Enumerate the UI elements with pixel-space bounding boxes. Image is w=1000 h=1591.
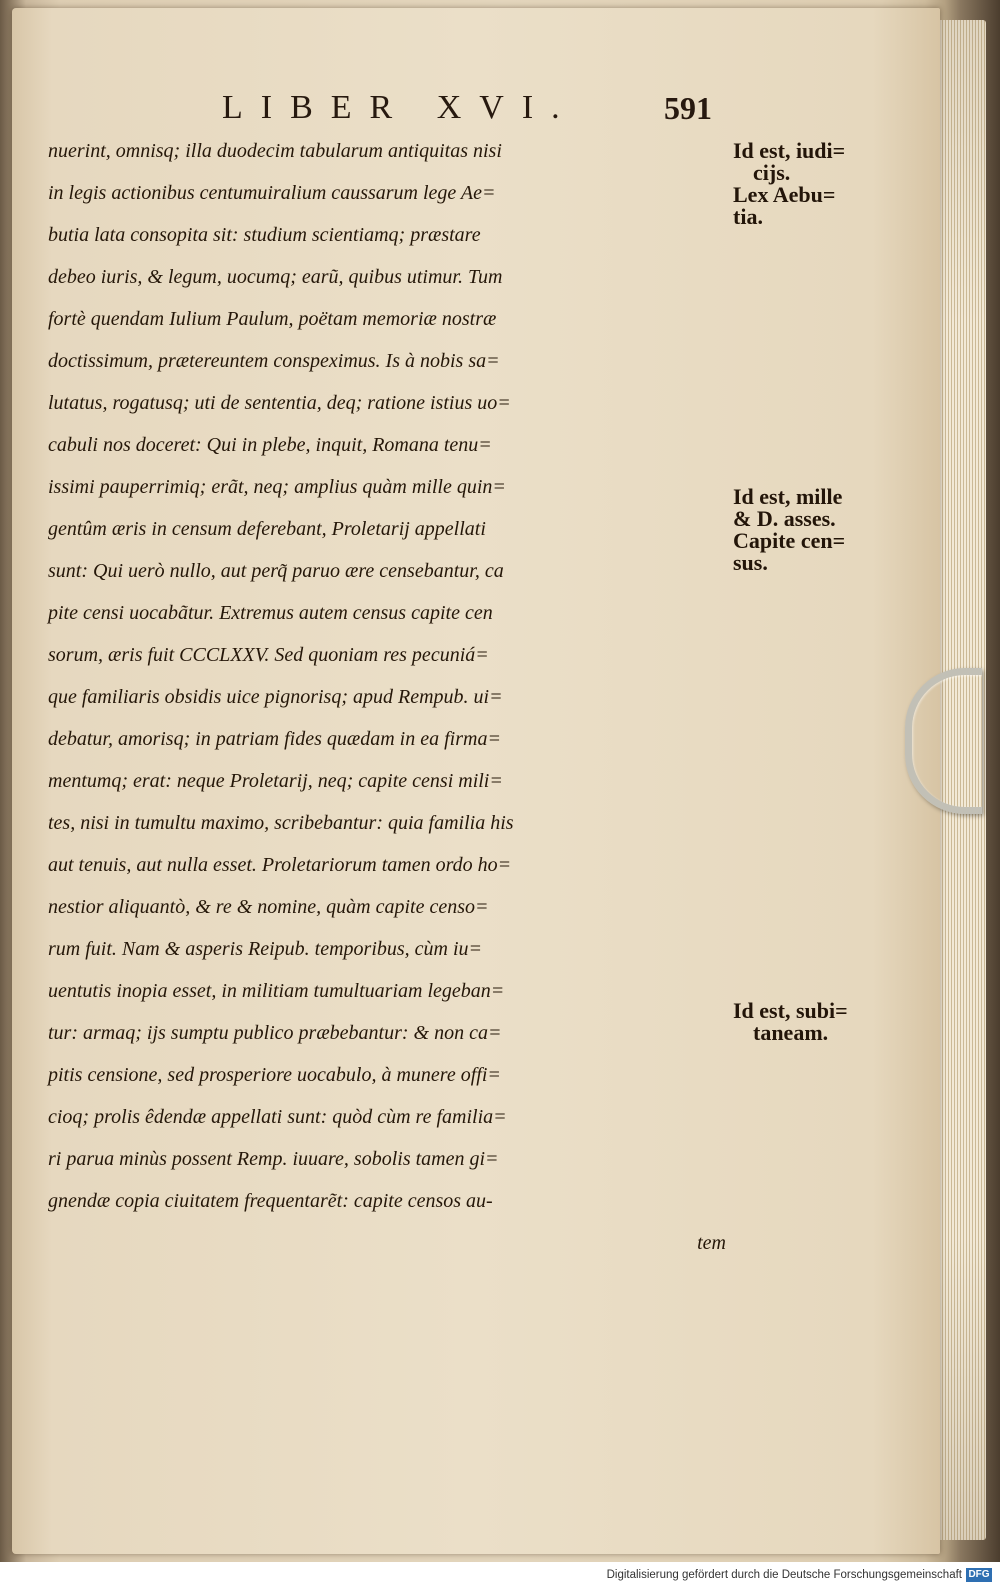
margin-note [733,486,893,574]
body-text [48,130,738,1264]
funding-credit: Digitalisierung gefördert durch die Deutsche Forschungsgemeinschaft [606,1569,962,1581]
text-line: que familiaris obsidis uice pignorisq; apud Rempub. ui= [48,686,503,708]
text-line: aut tenuis, aut nulla esset. Proletariorum tamen ordo ho= [48,854,512,876]
margin-note-line: Capite cen= [733,528,846,553]
margin-note-line: Lex Aebu= [733,182,836,207]
margin-note-line: sus. [733,550,768,575]
margin-note-line: tia. [733,204,763,229]
dfg-logo: DFG [966,1568,992,1582]
page-number: 591 [664,90,712,126]
text-line: gentûm æris in censum deferebant, Proletarij appellati [48,518,486,540]
text-line: nestior aliquantò, & re & nomine, quàm capite censo= [48,896,489,918]
text-line: nuerint, omnisq; illa duodecim tabularum antiquitas nisi [48,140,502,162]
margin-note-line: Id est, iudi= [733,138,846,163]
text-line: butia lata consopita sit: studium scientiamq; præstare [48,224,481,246]
text-line: rum fuit. Nam & asperis Reipub. temporibus, cùm iu= [48,938,483,960]
page-header [222,88,722,128]
text-line: debatur, amorisq; in patriam fides quædam in ea firma= [48,728,501,750]
text-line: pitis censione, sed prosperiore uocabulo, à munere offi= [48,1064,501,1086]
text-line: mentumq; erat: neque Proletarij, neq; capite censi mili= [48,770,503,792]
text-line: sorum, æris fuit CCCLXXV. Sed quoniam res pecuniá= [48,644,489,666]
text-line: doctissimum, prætereuntem conspeximus. Is à nobis sa= [48,350,500,372]
text-line: cabuli nos doceret: Qui in plebe, inquit, Romana tenu= [48,434,492,456]
text-line: in legis actionibus centumuiralium caussarum lege Ae= [48,182,496,204]
text-line: gnendæ copia ciuitatem frequentarẽt: capite censos au- [48,1190,493,1212]
footer-bar [0,1562,1000,1591]
text-line: fortè quendam Iulium Paulum, poëtam memoriæ nostræ [48,308,497,330]
text-line: cioq; prolis êdendæ appellati sunt: quòd cùm re familia= [48,1106,507,1128]
margin-note-line: taneam. [753,1020,829,1045]
margin-note-line: Id est, subi= [733,998,848,1023]
text-line: lutatus, rogatusq; uti de sententia, deq; ratione istius uo= [48,392,511,414]
text-line: sunt: Qui uerò nullo, aut perq̃ paruo ære censebantur, ca [48,560,504,582]
margin-note [733,140,893,228]
text-line: tur: armaq; ijs sumptu publico præbebantur: & non ca= [48,1022,502,1044]
margin-note-line: cijs. [753,160,791,185]
text-line: issimi pauperrimiq; erãt, neq; amplius quàm mille quin= [48,476,506,498]
margin-note-line: Id est, mille [733,484,843,509]
text-line: tes, nisi in tumultu maximo, scribebantur: quia familia his [48,812,514,834]
margin-note [733,1000,893,1044]
running-head: LIBER XVI. [222,89,578,126]
text-line: debeo iuris, & legum, uocumq; earũ, quibus utimur. Tum [48,266,503,288]
text-line: pite censi uocabãtur. Extremus autem census capite cen [48,602,493,624]
text-line: uentutis inopia esset, in militiam tumultuariam legeban= [48,980,505,1002]
margin-note-line: & D. asses. [733,506,836,531]
text-line: ri parua minùs possent Remp. iuuare, sobolis tamen gi= [48,1148,499,1170]
catchword: tem [697,1232,726,1254]
